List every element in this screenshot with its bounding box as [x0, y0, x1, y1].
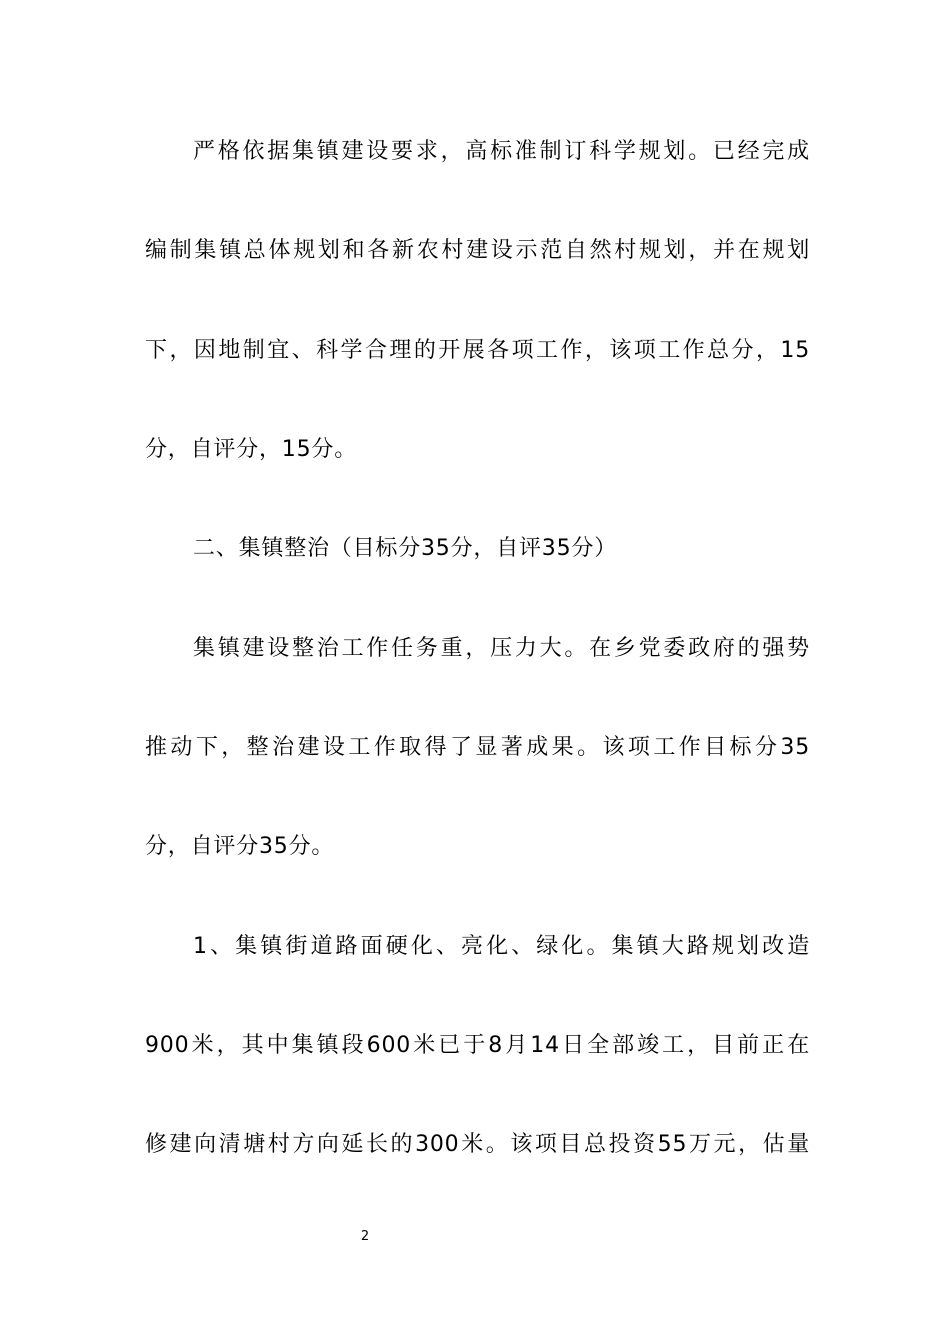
paragraph-line-9: 1、集镇街道路面硬化、亮化、绿化。集镇大路规划改造 — [193, 934, 810, 959]
paragraph-line-11: 修建向清塘村方向延长的300米。该项目总投资55万元，估量 — [145, 1132, 810, 1157]
paragraph-line-2: 编制集镇总体规划和各新农村建设示范自然村规划，并在规划 — [145, 238, 810, 263]
paragraph-line-10: 900米，其中集镇段600米已于8月14日全部竣工，目前正在 — [145, 1033, 810, 1058]
page-number: 2 — [360, 1229, 370, 1244]
paragraph-line-7: 推动下，整治建设工作取得了显著成果。该项工作目标分35 — [145, 735, 810, 760]
paragraph-line-6: 集镇建设整治工作任务重，压力大。在乡党委政府的强势 — [193, 636, 810, 661]
paragraph-line-4: 分，自评分，15分。 — [145, 437, 357, 462]
paragraph-line-1: 严格依据集镇建设要求，高标准制订科学规划。已经完成 — [193, 139, 810, 164]
section-heading: 二、集镇整治（目标分35分，自评35分） — [193, 536, 617, 561]
paragraph-line-3: 下，因地制宜、科学合理的开展各项工作，该项工作总分，15 — [145, 338, 810, 363]
paragraph-line-8: 分，自评分35分。 — [145, 834, 335, 859]
